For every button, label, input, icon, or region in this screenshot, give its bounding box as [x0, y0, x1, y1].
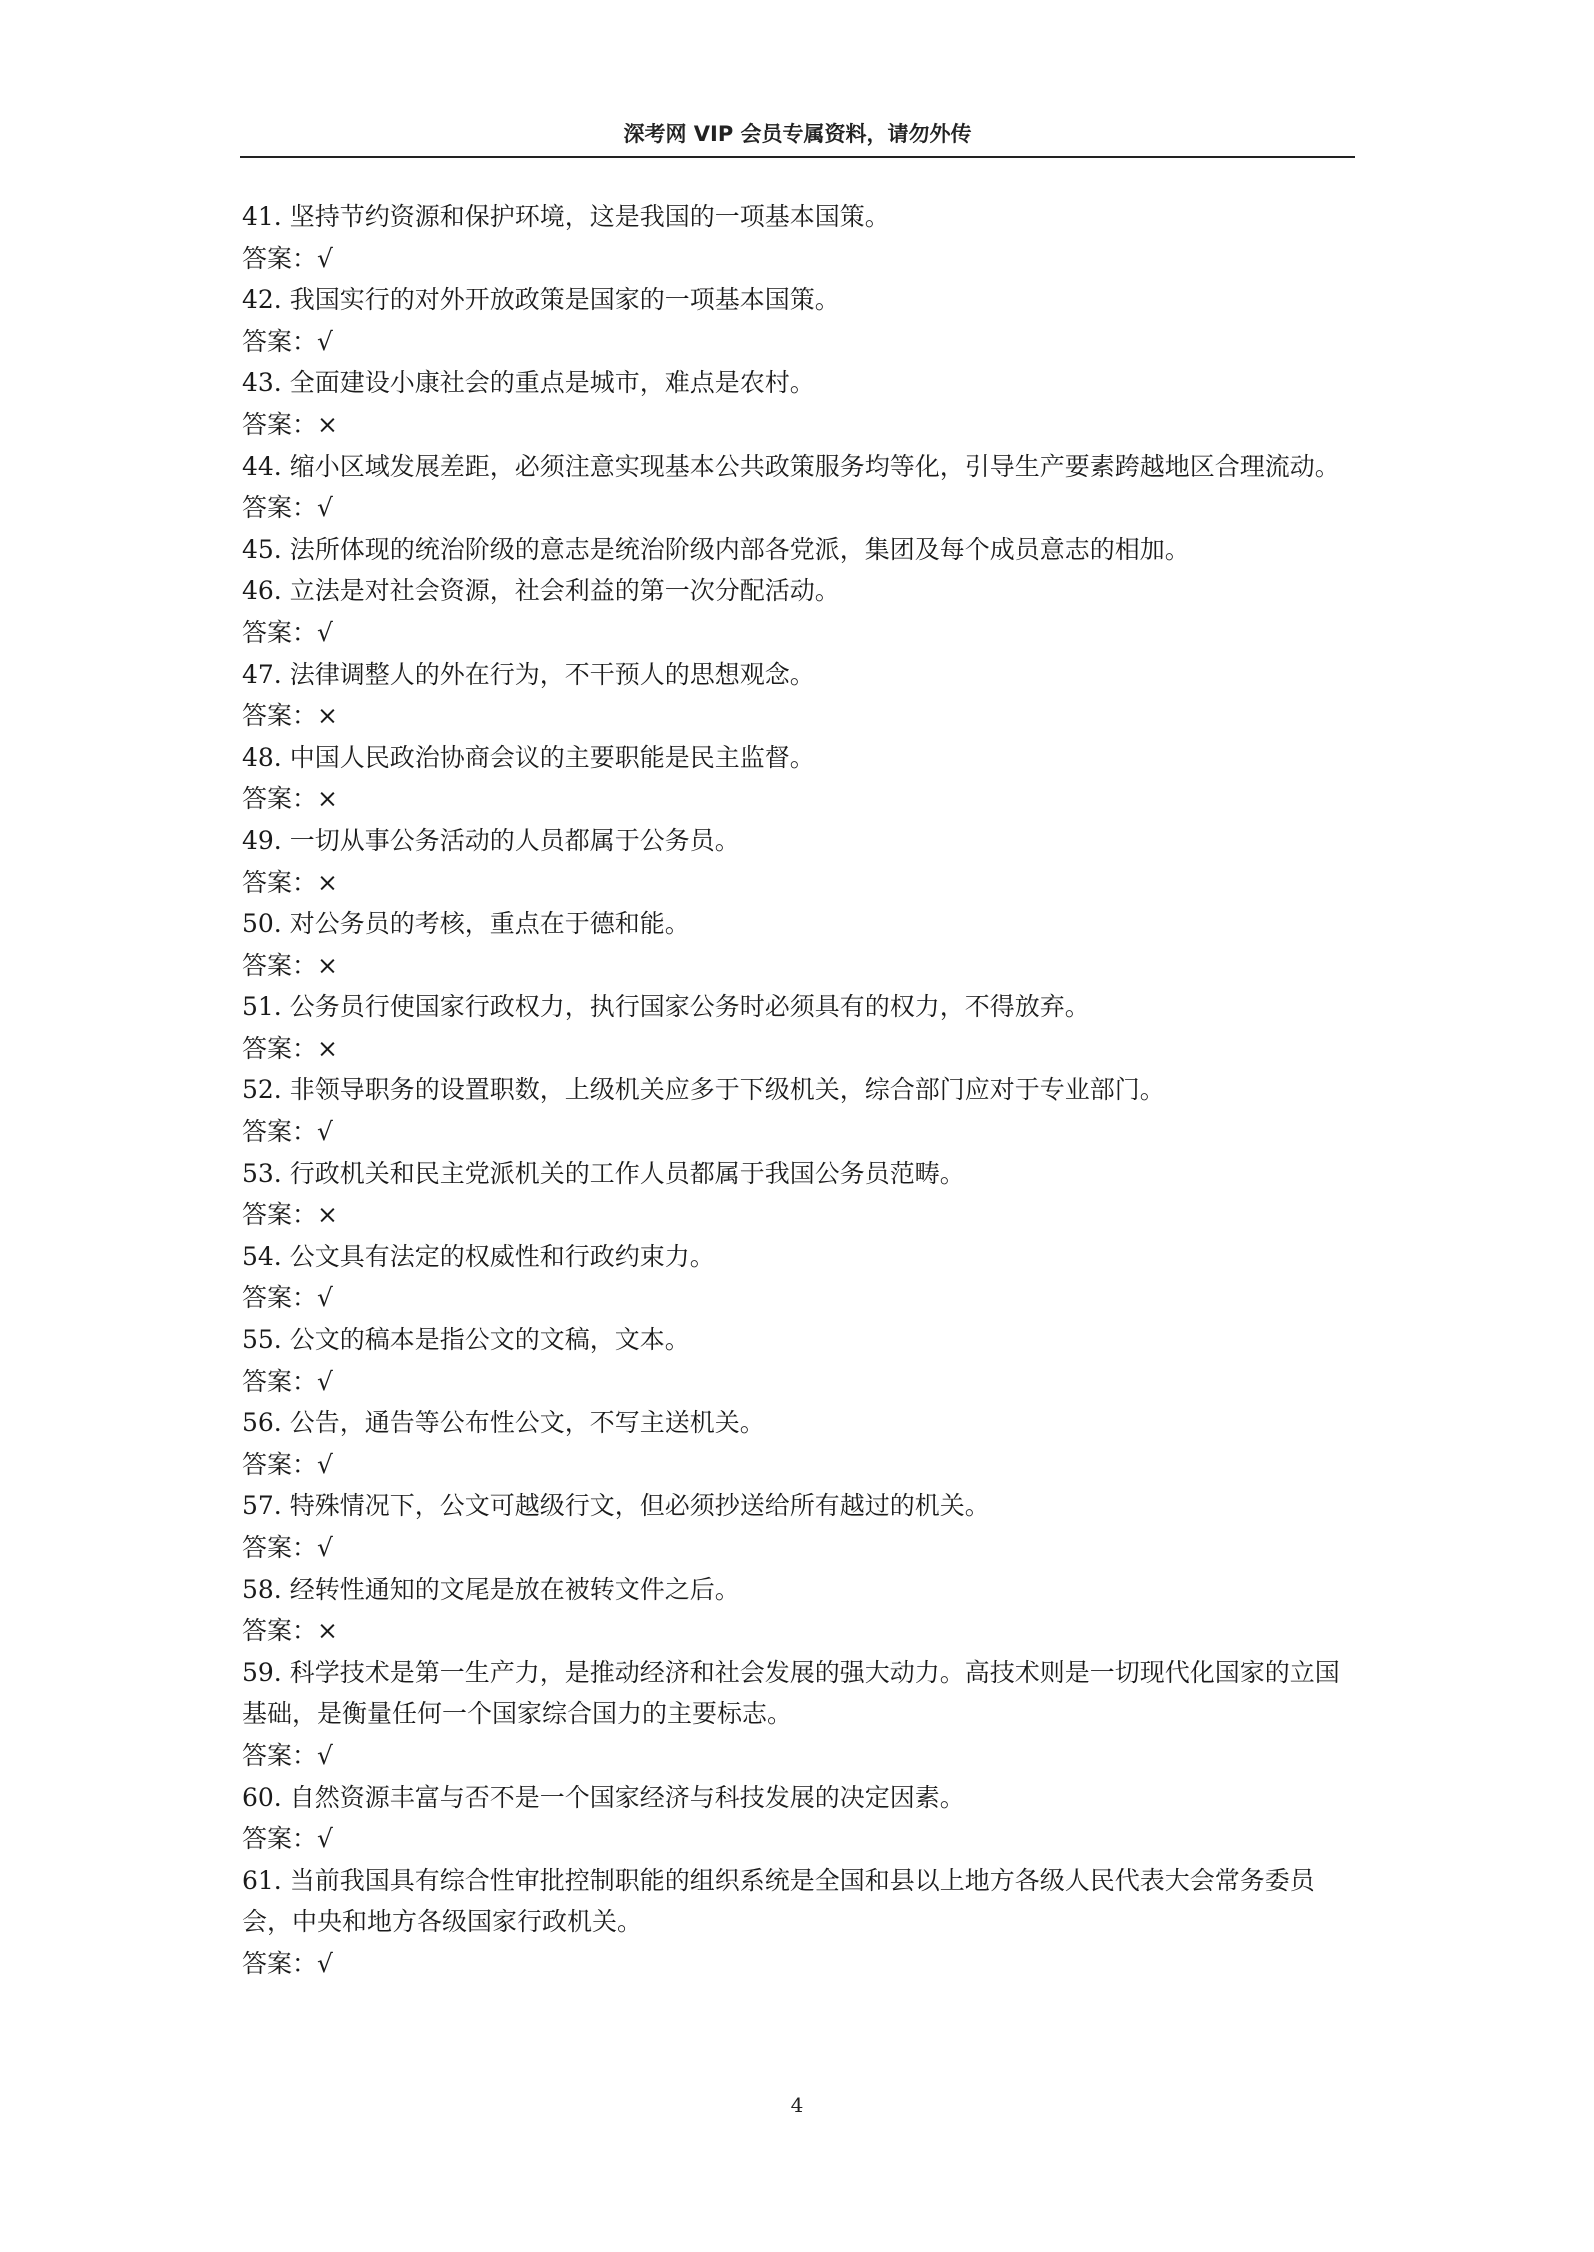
answer-text: 答案：×	[242, 1616, 338, 1646]
question-list	[242, 196, 1357, 1985]
question-text: 43. 全面建设小康社会的重点是城市，难点是农村。	[242, 368, 815, 398]
question-text: 50. 对公务员的考核，重点在于德和能。	[242, 909, 690, 939]
question-text: 57. 特殊情况下，公文可越级行文，但必须抄送给所有越过的机关。	[242, 1491, 990, 1521]
answer-text: 答案：×	[242, 1200, 338, 1230]
question-text: 51. 公务员行使国家行政权力，执行国家公务时必须具有的权力，不得放弃。	[242, 992, 1090, 1022]
question-text: 60. 自然资源丰富与否不是一个国家经济与科技发展的决定因素。	[242, 1782, 965, 1812]
question-text: 52. 非领导职务的设置职数，上级机关应多于下级机关，综合部门应对于专业部门。	[242, 1075, 1165, 1105]
question-text: 58. 经转性通知的文尾是放在被转文件之后。	[242, 1574, 740, 1604]
answer-text: 答案：√	[242, 1117, 333, 1147]
answer-text: 答案：×	[242, 950, 338, 980]
question-text: 61. 当前我国具有综合性审批控制职能的组织系统是全国和县以上地方各级人民代表大会常务委员会，中央和地方各级国家行政机关。	[242, 1865, 1315, 1937]
answer-text: 答案：√	[242, 243, 333, 273]
page-header	[240, 112, 1355, 158]
answer-text: 答案：×	[242, 1033, 338, 1063]
question-text: 55. 公文的稿本是指公文的文稿，文本。	[242, 1325, 690, 1355]
answer-text: 答案：×	[242, 701, 338, 731]
answer-text: 答案：√	[242, 1366, 333, 1396]
question-text: 53. 行政机关和民主党派机关的工作人员都属于我国公务员范畴。	[242, 1158, 965, 1188]
answer-text: 答案：√	[242, 326, 333, 356]
answer-text: 答案：×	[242, 409, 338, 439]
question-text: 54. 公文具有法定的权威性和行政约束力。	[242, 1241, 715, 1271]
question-text: 49. 一切从事公务活动的人员都属于公务员。	[242, 825, 740, 855]
answer-text: 答案：√	[242, 1449, 333, 1479]
answer-text: 答案：√	[242, 1283, 333, 1313]
question-text: 41. 坚持节约资源和保护环境，这是我国的一项基本国策。	[242, 202, 890, 231]
question-text: 56. 公告，通告等公布性公文，不写主送机关。	[242, 1408, 765, 1438]
answer-text: 答案：√	[242, 493, 333, 523]
question-text: 48. 中国人民政治协商会议的主要职能是民主监督。	[242, 742, 815, 772]
question-text: 59. 科学技术是第一生产力，是推动经济和社会发展的强大动力。高技术则是一切现代化国家的立国基础，是衡量任何一个国家综合国力的主要标志。	[242, 1657, 1340, 1729]
answer-text: 答案：√	[242, 1533, 333, 1562]
answer-text: 答案：×	[242, 867, 338, 897]
header-text: 深考网 VIP 会员专属资料，请勿外传	[623, 122, 972, 146]
question-text: 46. 立法是对社会资源，社会利益的第一次分配活动。	[242, 576, 840, 606]
answer-text: 答案：√	[242, 1824, 333, 1854]
answer-text: 答案：√	[242, 617, 333, 647]
question-text: 42. 我国实行的对外开放政策是国家的一项基本国策。	[242, 285, 840, 315]
question-text: 47. 法律调整人的外在行为，不干预人的思想观念。	[242, 659, 815, 689]
question-text: 45. 法所体现的统治阶级的意志是统治阶级内部各党派，集团及每个成员意志的相加。	[242, 534, 1190, 564]
answer-text: 答案：√	[242, 1740, 333, 1770]
question-text: 44. 缩小区域发展差距，必须注意实现基本公共政策服务均等化，引导生产要素跨越地区合理流动。	[242, 451, 1340, 481]
answer-text: 答案：×	[242, 784, 338, 814]
answer-text: 答案：√	[242, 1948, 333, 1978]
page-number: 4	[790, 2093, 804, 2117]
